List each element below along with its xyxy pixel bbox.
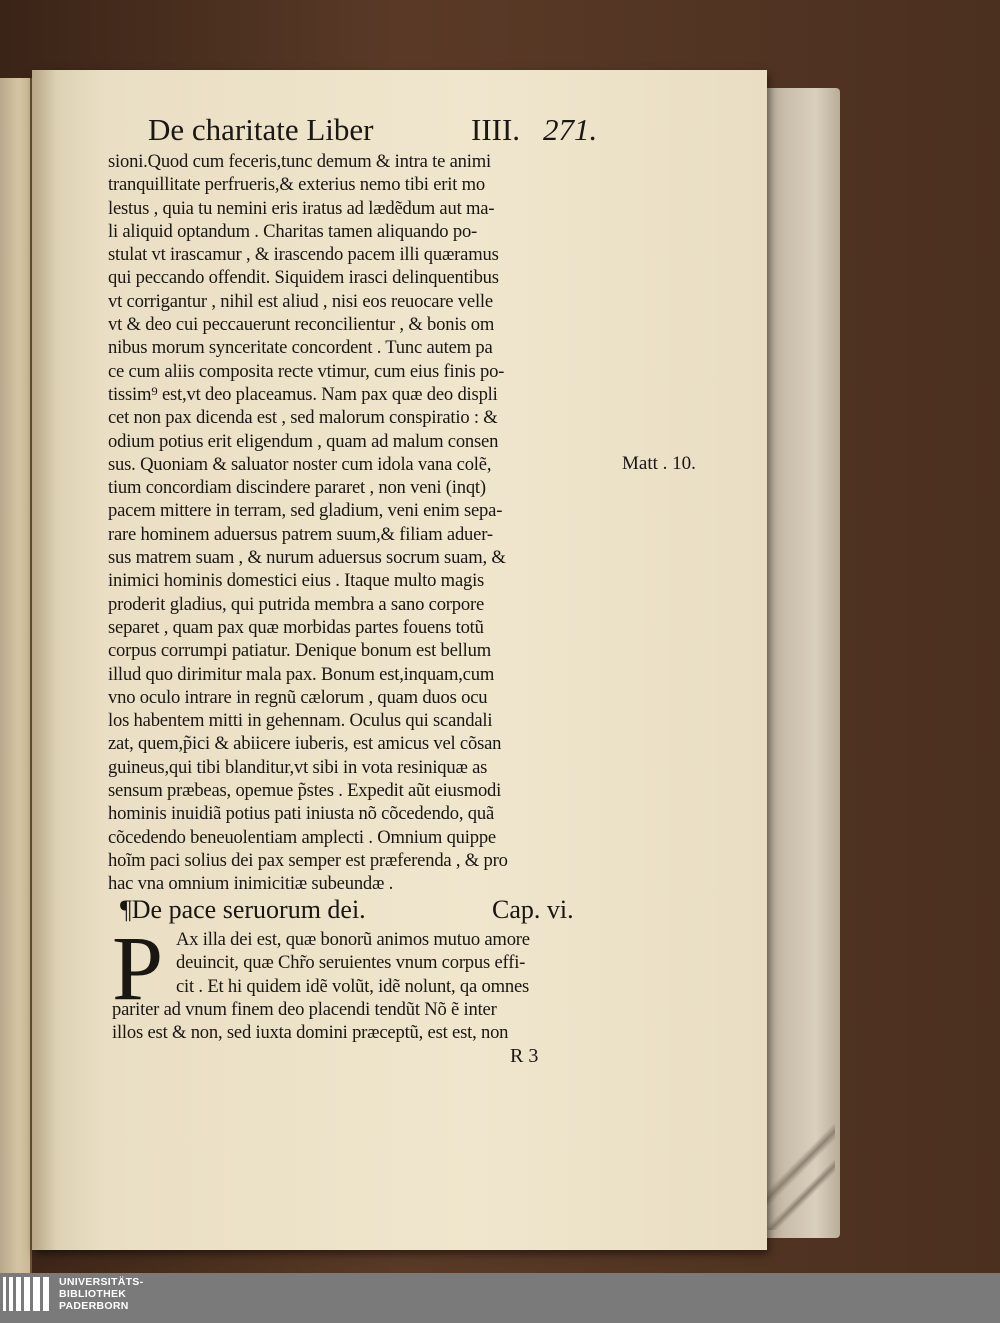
- running-head-book: IIII.: [471, 112, 521, 147]
- text-line: tium concordiam discindere pararet , non veni (inqt): [108, 477, 486, 499]
- text-line: illud quo dirimitur mala pax. Bonum est,inquam,cum: [108, 663, 495, 685]
- text-line: zat, quem,p̃ici & abiicere iuberis, est amicus vel cõsan: [108, 733, 502, 755]
- text-line: stulat vt irascamur , & irascendo pacem illi quæramus: [108, 244, 499, 266]
- running-head: [148, 112, 618, 152]
- chapter-text: [112, 928, 632, 1044]
- text-line: sensum præbeas, opemue p̃stes . Expedit aũt eiusmodi: [108, 780, 502, 802]
- text-line: cõcedendo beneuolentiam amplecti . Omnium quippe: [108, 826, 496, 848]
- marginal-note: Matt . 10.: [622, 453, 696, 474]
- text-line: corpus corrumpi patiatur. Denique bonum est bellum: [108, 640, 491, 662]
- text-line: sus matrem suam , & nurum aduersus socrum suam, &: [108, 547, 506, 569]
- text-line: hac vna omnium inimicitiæ subeundæ .: [108, 873, 394, 895]
- gutter-shadow: [32, 70, 57, 1250]
- chapter-heading: [120, 895, 640, 929]
- text-line: sus. Quoniam & saluator noster cum idola vana colẽ,: [108, 453, 492, 475]
- drop-cap: P: [112, 917, 164, 1019]
- text-line: los habentem mitti in gehennam. Oculus qui scandali: [108, 710, 493, 732]
- text-line: ce cum aliis composita recte vtimur, cum eius finis po-: [108, 360, 505, 382]
- logo-line: UNIVERSITÄTS-: [59, 1276, 144, 1288]
- text-line: inimici hominis domestici eius . Itaque multo magis: [108, 570, 485, 592]
- text-line: cet non pax dicenda est , sed malorum conspiratio : &: [108, 407, 498, 429]
- text-line: proderit gladius, qui putrida membra a sano corpore: [108, 593, 485, 615]
- text-line: lestus , quia tu nemini eris iratus ad lædẽdum aut ma-: [108, 197, 495, 219]
- chapter-title: ¶De pace seruorum dei.: [120, 895, 366, 924]
- text-line: hoĩm paci solius dei pax semper est præferenda , & pro: [108, 849, 508, 871]
- text-line: tranquillitate perfrueris,& exterius nemo tibi erit mo: [108, 174, 485, 196]
- text-line: nibus morum synceritate concordent . Tunc autem pa: [108, 337, 493, 359]
- folio-number: 271.: [543, 112, 598, 147]
- chapter-number: Cap. vi.: [492, 895, 574, 924]
- page-corner-creases: [765, 1120, 835, 1230]
- text-line: qui peccando offendit. Siquidem irasci delinquentibus: [108, 267, 499, 289]
- text-line: pacem mittere in terram, sed gladium, veni enim sepa-: [108, 500, 503, 522]
- library-logo-icon: [3, 1277, 49, 1311]
- text-line: guineus,qui tibi blanditur,vt sibi in vota resiniquæ as: [108, 756, 488, 778]
- library-logo-text: [59, 1276, 143, 1312]
- chapter-text-line: illos est & non, sed iuxta domini præceptũ, est est, non: [112, 1022, 509, 1044]
- text-line: vt corrigantur , nihil est aliud , nisi eos reuocare velle: [108, 290, 493, 312]
- running-head-title: De charitate Liber: [148, 112, 374, 147]
- chapter-text-line: cit . Et hi quidem idẽ volũt, idẽ nolunt, qa omnes: [176, 975, 530, 997]
- fore-edge-pages: [760, 88, 840, 1238]
- signature-mark: R 3: [510, 1045, 539, 1067]
- text-line: rare hominem aduersus patrem suum,& filiam aduer-: [108, 523, 493, 545]
- logo-line: BIBLIOTHEK: [59, 1288, 127, 1300]
- text-line: vt & deo cui peccauerunt reconcilientur , & bonis om: [108, 314, 495, 336]
- logo-line: PADERBORN: [59, 1300, 129, 1312]
- text-line: sioni.Quod cum feceris,tunc demum & intra te animi: [108, 151, 491, 172]
- body-text: [108, 150, 628, 896]
- chapter-text-line: deuincit, quæ Chr̃o seruientes vnum corpus effi-: [176, 952, 526, 974]
- footer-bar: [0, 1273, 1000, 1323]
- chapter-text-line: Ax illa dei est, quæ bonorũ animos mutuo amore: [176, 929, 530, 950]
- text-line: odium potius erit eligendum , quam ad malum consen: [108, 430, 499, 452]
- chapter-text-line: pariter ad vnum finem deo placendi tendũt Nõ ẽ inter: [112, 998, 497, 1020]
- text-line: hominis inuidiã potius pati iniusta nõ cõcedendo, quã: [108, 803, 495, 825]
- text-line: separet , quam pax quæ morbidas partes fouens totũ: [108, 616, 484, 638]
- text-line: li aliquid optandum . Charitas tamen aliquando po-: [108, 220, 478, 242]
- left-page-edge: [0, 78, 32, 1280]
- text-line: vno oculo intrare in regnũ cælorum , quam duos ocu: [108, 686, 488, 708]
- text-line: tissim⁹ est,vt deo placeamus. Nam pax quæ deo displi: [108, 383, 498, 405]
